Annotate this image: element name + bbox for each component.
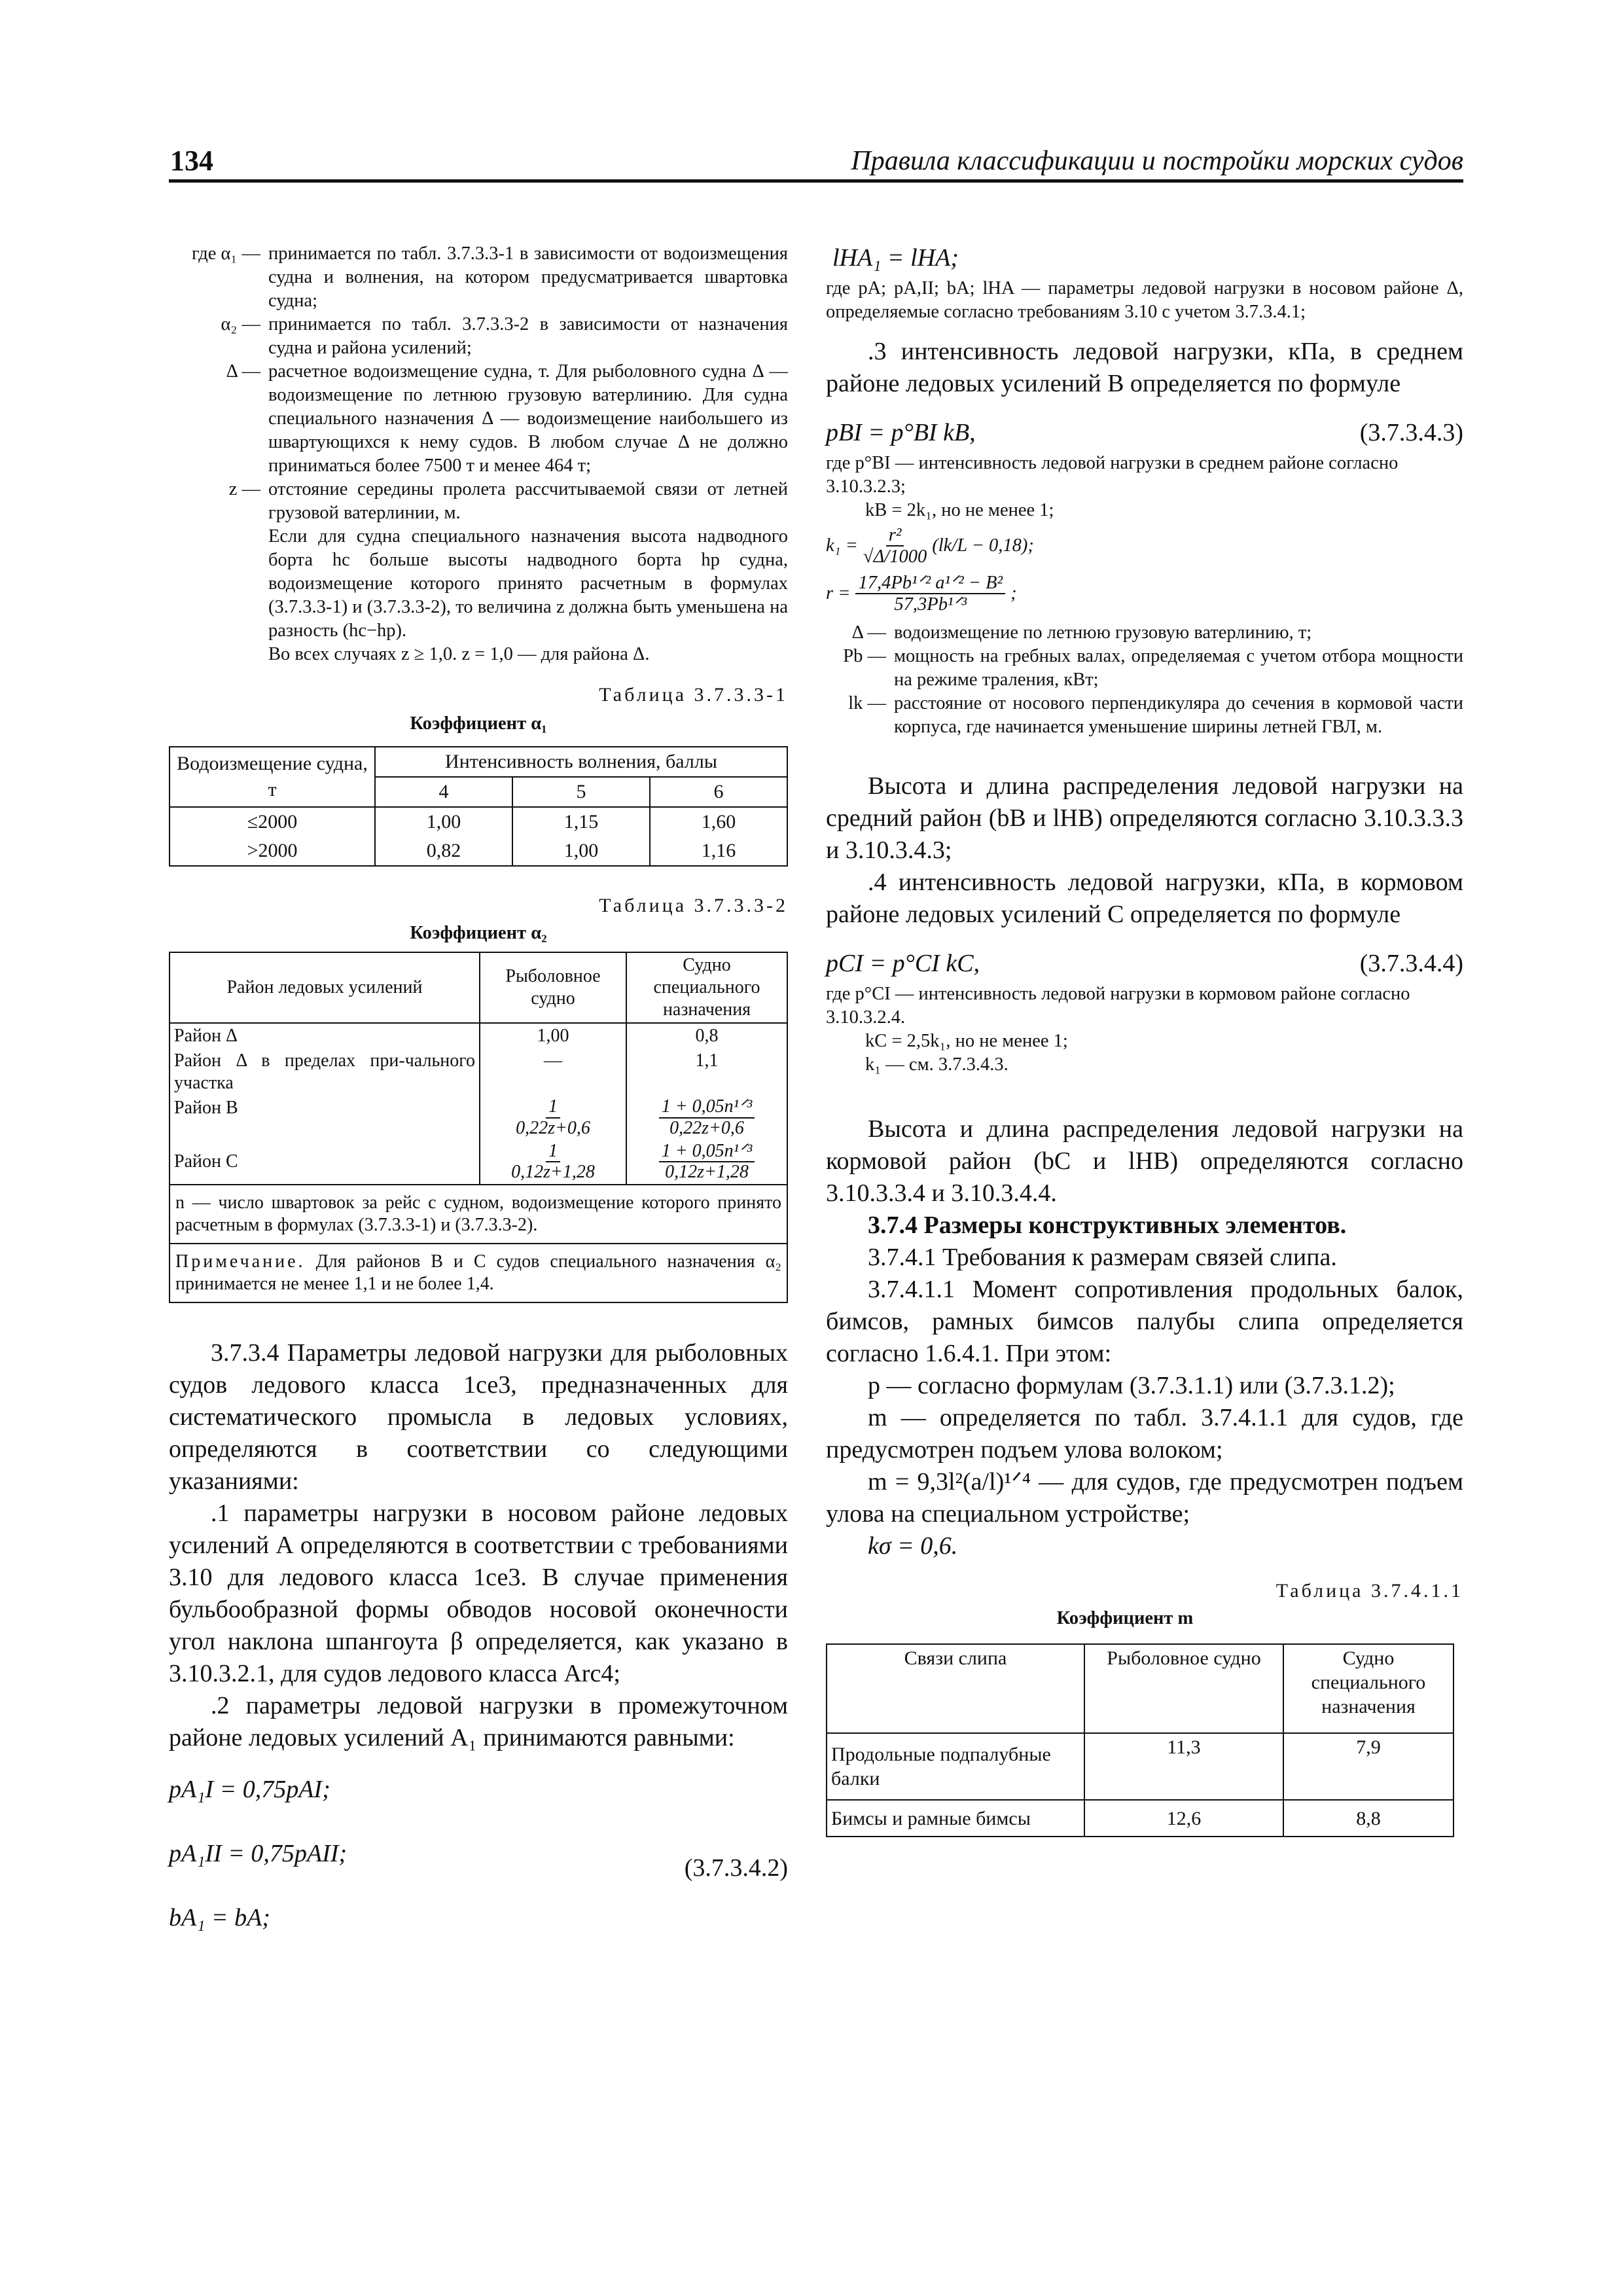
definition-item: α₂ — принимается по табл. 3.7.3.3-2 в зависимости от назначения судна и района усилений; — [221, 314, 788, 358]
formula-number: (3.7.3.4.2) — [684, 1854, 788, 1882]
fraction: $\frac{\text{1 + 0,05n¹ᐟ³}}{0,12z+1,28}$ — [659, 1141, 755, 1183]
table-3-7-4-1-1 — [826, 1579, 1463, 1837]
table-header: Связи слипа — [827, 1644, 1084, 1733]
table-row: Район В $\frac{1}{0,22z+0,6}$ $\frac{\text{1 + 0,05n¹ᐟ³}}{0,22z+0,6}$ — [169, 1096, 787, 1140]
formula-r: r = $\frac{\text{17,4Pb¹ᐟ² a¹ᐟ² − B²}}{\text{57,3Pb¹ᐟ³}}$ ; — [826, 572, 1017, 615]
paragraph: kσ = 0,6. — [868, 1532, 958, 1560]
table-row: >2000 0,82 1,00 1,16 — [169, 836, 787, 866]
table-caption: Таблица 3.7.3.3-1 — [599, 684, 788, 706]
definition-note: Во всех случаях z ≥ 1,0. z = 1,0 — для района Δ. — [268, 644, 650, 664]
definitions-list — [826, 621, 1463, 739]
table-header: Судно специального назначения — [1283, 1644, 1454, 1733]
table-row: Район Δ 1,00 0,8 — [169, 1023, 787, 1049]
formula: pA₁I = 0,75pAI; — [169, 1776, 330, 1804]
coefficient-table — [169, 952, 788, 1303]
table-3-7-3-3-1 — [169, 683, 788, 867]
table-row: Продольные подпалубные балки 11,3 7,9 — [827, 1733, 1454, 1800]
paragraph: 3.7.4.1 Требования к размерам связей слипа. — [868, 1244, 1337, 1272]
table-row: ≤2000 1,00 1,15 1,60 — [169, 807, 787, 836]
definition-item: z — отстояние середины пролета рассчитываемой связи от летней грузовой ватерлинии, м. — [228, 479, 788, 523]
fraction: $\frac{\text{17,4Pb¹ᐟ² a¹ᐟ² − B²}}{\text{57,3Pb¹ᐟ³}}$ — [855, 573, 1005, 615]
formula: pA₁II = 0,75pAII; (3.7.3.4.2) — [169, 1838, 788, 1902]
formula-block — [169, 1774, 788, 1934]
definition-item: Δ — водоизмещение по летнюю грузовую ватерлинию, т; — [851, 622, 1312, 643]
table-3-7-3-3-2 — [169, 894, 788, 1303]
formula: lHA₁ = lHA; — [832, 244, 959, 272]
table-header: 6 — [650, 777, 787, 807]
paragraph: .2 параметры ледовой нагрузки в промежуточном районе ледовых усилений А₁ принимаются равными: — [169, 1692, 788, 1752]
fraction: $\frac{\text{r²}}{√\Delta/1000}$ — [863, 525, 927, 567]
formula: pBI = p°BI kB, (3.7.3.4.3) — [826, 417, 1463, 449]
table-header: 5 — [512, 777, 650, 807]
section-text — [826, 1113, 1463, 1562]
definition-item: lk — расстояние от носового перпендикуляра до сечения в кормовой части корпуса, где начинается уменьшение ширины летней ГВЛ, м. — [848, 693, 1463, 738]
definition-item: где α₁ — принимается по табл. 3.7.3.3-1 в зависимости от водоизмещения судна и волнения, на котором предусматривается швартовка судна; — [191, 243, 788, 311]
table-title: Коэффициент m — [1056, 1608, 1194, 1629]
table-header: 4 — [375, 777, 512, 807]
left-column — [169, 242, 788, 1934]
table-header: Водоизмещение судна, т — [169, 747, 375, 807]
section-text — [169, 1337, 788, 1754]
coefficient-table — [169, 746, 788, 867]
paragraph: m = 9,3l²(a/l)¹ᐟ⁴ — для судов, где предусмотрен подъем улова на специальном устройстве; — [826, 1468, 1463, 1528]
table-row: Бимсы и рамные бимсы 12,6 8,8 — [827, 1800, 1454, 1837]
formula: bA₁ = bA; — [169, 1904, 270, 1932]
page-header — [169, 143, 1463, 183]
formula-k1: k₁ = $\frac{\text{r²}}{√\Delta/1000}$ (lk/L − 0,18); — [826, 525, 1034, 567]
table-caption: Таблица 3.7.3.3-2 — [599, 895, 788, 916]
formula: pCI = p°CI kC, (3.7.3.4.4) — [826, 948, 1463, 980]
definitions-list — [169, 242, 788, 666]
formula-number: (3.7.3.4.4) — [1359, 950, 1463, 978]
table-caption: Таблица 3.7.4.1.1 — [1275, 1580, 1463, 1602]
running-title: Правила классификации и постройки морских судов — [851, 146, 1463, 176]
formula-number: (3.7.3.4.3) — [1359, 419, 1463, 446]
section-heading: 3.7.4 Размеры конструктивных элементов. — [868, 1211, 1347, 1240]
table-row: Район Δ в пределах при-чального участка — 1,1 — [169, 1049, 787, 1096]
paragraph: p — согласно формулам (3.7.3.1.1) или (3.7.3.1.2); — [868, 1372, 1395, 1400]
table-title: Коэффициент α₁ — [410, 713, 547, 734]
page-number: 134 — [170, 145, 213, 177]
paragraph: m — определяется по табл. 3.7.4.1.1 для судов, где предусмотрен подъем улова волоком; — [826, 1404, 1463, 1464]
paragraph: 3.7.4.1.1 Момент сопротивления продольных балок, бимсов, рамных бимсов палубы слипа определяется согласно 1.6.4.1. При этом: — [826, 1276, 1463, 1368]
table-row: Район С $\frac{1}{0,12z+1,28}$ $\frac{\text{1 + 0,05n¹ᐟ³}}{0,12z+1,28}$ — [169, 1140, 787, 1185]
formula-definitions: где p°CI — интенсивность ледовой нагрузки в кормовом районе согласно 3.10.3.2.4. kC = 2,5k₁, но не менее 1; k₁ — см. 3.7.3.4.3. — [826, 984, 1410, 1075]
table-header: Судно специального назначения — [626, 952, 787, 1023]
definition-item: Pb — мощность на гребных валах, определяемая с учетом отбора мощности на режиме траления, кВт; — [843, 646, 1463, 691]
fraction: $\frac{1}{0,22z+0,6}$ — [516, 1096, 590, 1138]
coefficient-table — [826, 1643, 1454, 1837]
paragraph: Высота и длина распределения ледовой нагрузки на средний район (bB и lHB) определяются согласно 3.10.3.3.3 и 3.10.3.4.3; — [826, 772, 1463, 865]
fraction: $\frac{1}{0,12z+1,28}$ — [511, 1140, 595, 1183]
fraction: $\frac{\text{1 + 0,05n¹ᐟ³}}{0,22z+0,6}$ — [659, 1097, 755, 1139]
definition-note: Если для судна специального назначения высота надводного борта hc больше высоты надводного борта hp судна, водоизмещение которого принято расчетным в формулах (3.7.3.3-1) и (3.7.3.3-2), то величина z должна быть уменьшена на разность (hc−hp). — [268, 526, 788, 641]
right-column — [826, 242, 1463, 1837]
table-header: Рыболовное судно — [480, 952, 626, 1023]
table-title: Коэффициент α₂ — [410, 923, 547, 943]
definition-note: где pA; pA,II; bA; lHA — параметры ледовой нагрузки в носовом районе Δ, определяемые согласно требованиям 3.10 с учетом 3.7.3.4.1; — [826, 278, 1463, 322]
formula-definitions: где p°BI — интенсивность ледовой нагрузки в среднем районе согласно 3.10.3.2.3; kB = 2k₁, но не менее 1; k₁ = $\frac{\text{r²}}{√\Delta/1000}$ (lk/L − 0,18); r = $\frac{\text{17,4Pb¹ᐟ² a¹ᐟ² − B²}}{\text{57,3Pb¹ᐟ³}}$ ; Δ — водоизмещение по летнюю грузовую ватерлинию, т; Pb — мощность на гребных валах, определяемая с учетом отбора мощности на режиме траления, кВт; lk — расстояние от носового перпендикуляра до сечения в кормовой части корпуса, где начинается уменьшение ширины летней ГВЛ, м. — [826, 452, 1463, 739]
table-footnote: n — число швартовок за рейс с судном, водоизмещение которого принято расчетным в формулах (3.7.3.3-1) и (3.7.3.3-2). — [169, 1185, 787, 1244]
paragraph: .4 интенсивность ледовой нагрузки, кПа, в кормовом районе ледовых усилений С определяется по формуле — [826, 869, 1463, 929]
paragraph: .1 параметры нагрузки в носовом районе ледовых усилений А определяются в соответствии с требованиями 3.10 для ледового класса 1се3. В случае применения бульбообразной формы обводов носовой оконечности угол наклона шпангоута β определяется, как указано в 3.10.3.2.1, для судов ледового класса Arc4; — [169, 1499, 788, 1688]
table-note: Примечание. Для районов В и С судов специального назначения α₂ принимается не менее 1,1 и не более 1,4. — [169, 1244, 787, 1302]
table-header: Район ледовых усилений — [169, 952, 480, 1023]
table-header: Рыболовное судно — [1084, 1644, 1283, 1733]
paragraph: 3.7.3.4 Параметры ледовой нагрузки для рыболовных судов ледового класса 1се3, предназначенных для систематического промысла в ледовых условиях, определяются в соответствии со следующими указаниями: — [169, 1339, 788, 1496]
paragraph: .3 интенсивность ледовой нагрузки, кПа, в среднем районе ледовых усилений В определяется по формуле — [826, 338, 1463, 397]
paragraph: Высота и длина распределения ледовой нагрузки на кормовой район (bC и lHB) определяются согласно 3.10.3.3.4 и 3.10.3.4.4. — [826, 1115, 1463, 1208]
definition-item: Δ — расчетное водоизмещение судна, т. Для рыболовного судна Δ — водоизмещение по летнюю грузовую ватерлинию. Для судна специального назначения Δ — водоизмещение наибольшего из швартующихся к нему судов. В любом случае Δ не должно приниматься более 7500 т и менее 464 т; — [226, 361, 788, 476]
table-header: Интенсивность волнения, баллы — [375, 747, 787, 777]
